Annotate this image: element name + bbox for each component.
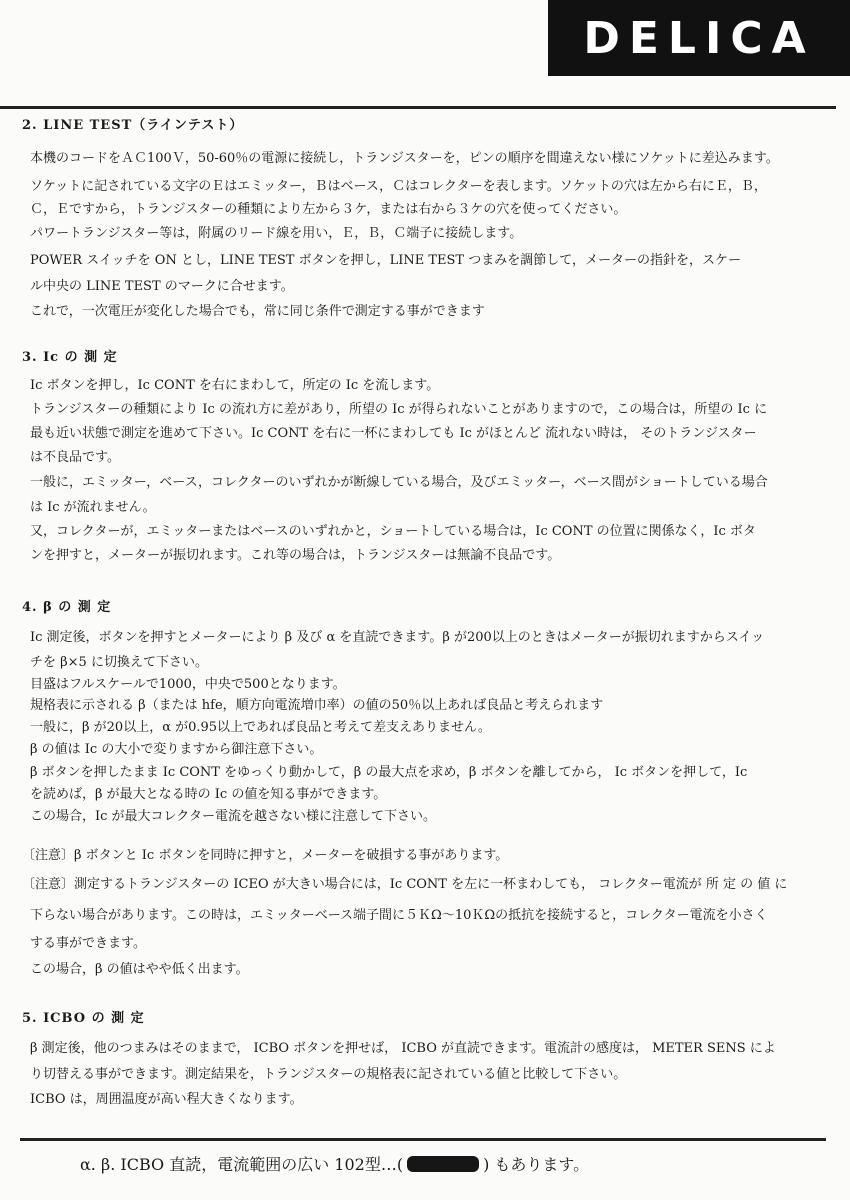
beta-text: この場合，Ic が最大コレクター電流を越さない様に注意して下さい。: [30, 809, 437, 824]
redacted-price: [407, 1156, 479, 1172]
footer-text-after: ) もあります。: [483, 1155, 590, 1174]
ic-heading: 3. Ic の 測 定: [22, 350, 118, 365]
line-test-text: 本機のコードをＡＣ100Ｖ，50-60％の電源に接続し，トランジスターを，ピンの順序を間違えない様にソケットに差込みます。: [30, 151, 779, 166]
line-test-text: ル中央の LINE TEST のマークに合せます。: [30, 279, 294, 294]
caution-note: 〔注意〕β ボタンと Ic ボタンを同時に押すと，メーターを破損する事があります。: [22, 848, 509, 863]
beta-heading: 4. β の 測 定: [22, 600, 112, 615]
footer-note: [80, 1152, 700, 1175]
ic-text: は不良品です。: [30, 450, 120, 465]
beta-text: チを β×5 に切換えて下さい。: [30, 655, 208, 670]
line-test-text: Ｃ，Ｅですから，トランジスターの種類により左から３ケ，または右から３ケの穴を使ってください。: [30, 202, 627, 217]
delica-logo: DELICA: [548, 0, 850, 76]
icbo-heading: 5. ICBO の 測 定: [22, 1011, 145, 1026]
ic-text: トランジスターの種類により Ic の流れ方に差があり，所望の Ic が得られないことがありますので，この場合は，所望の Ic に: [30, 402, 768, 417]
beta-text: 一般に，β が20以上，α が0.95以上であれば良品と考えて差支えありません。: [30, 720, 491, 735]
line-test-text: POWER スイッチを ON とし，LINE TEST ボタンを押し，LINE TEST つまみを調節して，メーターの指針を，スケー: [30, 253, 741, 268]
line-test-text: ソケットに記されている文字のＥはエミッター，Ｂはベース，Ｃはコレクターを表します。ソケットの穴は左から右にＥ，Ｂ，: [30, 179, 767, 194]
footer-text-before: α. β. ICBO 直読，電流範囲の広い 102型…(: [80, 1155, 404, 1174]
line-test-text: パワートランジスター等は，附属のリード線を用い，Ｅ，Ｂ，Ｃ端子に接続します。: [30, 226, 523, 241]
caution-note-text: する事ができます。: [30, 936, 146, 951]
beta-text: 規格表に示される β（または hfe，順方向電流増巾率）の値の50％以上あれば良品と考えられます: [30, 698, 604, 713]
beta-text: Ic 測定後，ボタンを押すとメーターにより β 及び α を直読できます。β が200以上のときはメーターが振切れますからスイッ: [30, 630, 765, 645]
beta-text: β の値は Ic の大小で変りますから御注意下さい。: [30, 742, 323, 757]
ic-text: Ic ボタンを押し，Ic CONT を右にまわして，所定の Ic を流します。: [30, 378, 440, 393]
top-divider: [0, 106, 836, 109]
caution-note-text: 下らない場合があります。この時は，エミッターベース端子間に５ＫΩ〜10ＫΩの抵抗を接続すると，コレクター電流を小さく: [30, 908, 768, 923]
icbo-text: β 測定後，他のつまみはそのままで， ICBO ボタンを押せば， ICBO が直読できます。電流計の感度は， METER SENS によ: [30, 1041, 776, 1056]
ic-text: 一般に，エミッター，ベース，コレクターのいずれかが断線している場合，及びエミッター，ベース間がショートしている場合: [30, 475, 768, 490]
caution-note: 〔注意〕測定するトランジスターの ICEO が大きい場合には，Ic CONT を左に一杯まわしても， コレクター電流が 所 定 の 値 に: [22, 877, 788, 892]
ic-text: ンを押すと，メーターが振切れます。これ等の場合は，トランジスターは無論不良品です。: [30, 548, 561, 563]
icbo-text: り切替える事ができます。測定結果を，トランジスターの規格表に記されている値と比較して下さい。: [30, 1067, 627, 1082]
icbo-text: ICBO は，周囲温度が高い程大きくなります。: [30, 1092, 303, 1107]
beta-text: 目盛はフルスケールで1000，中央で500となります。: [30, 677, 346, 692]
beta-text: β ボタンを押したまま Ic CONT をゆっくり動かして，β の最大点を求め，β ボタンを離してから， Ic ボタンを押して，Ic: [30, 765, 748, 780]
ic-text: 又，コレクターが，エミッターまたはベースのいずれかと，ショートしている場合は，Ic CONT の位置に関係なく，Ic ボタ: [30, 524, 756, 539]
ic-text: は Ic が流れません。: [30, 500, 156, 515]
line-test-heading: 2. LINE TEST（ラインテスト）: [22, 118, 244, 133]
beta-text: を読めば，β が最大となる時の Ic の値を知る事ができます。: [30, 787, 387, 802]
line-test-text: これで，一次電圧が変化した場合でも，常に同じ条件で測定する事ができます: [30, 304, 485, 319]
bottom-divider: [20, 1138, 826, 1141]
ic-text: 最も近い状態で測定を進めて下さい。Ic CONT を右に一杯にまわしても Ic がほとんど 流れない時は， そのトランジスター: [30, 426, 757, 441]
caution-note-text: この場合，β の値はやや低く出ます。: [30, 962, 249, 977]
